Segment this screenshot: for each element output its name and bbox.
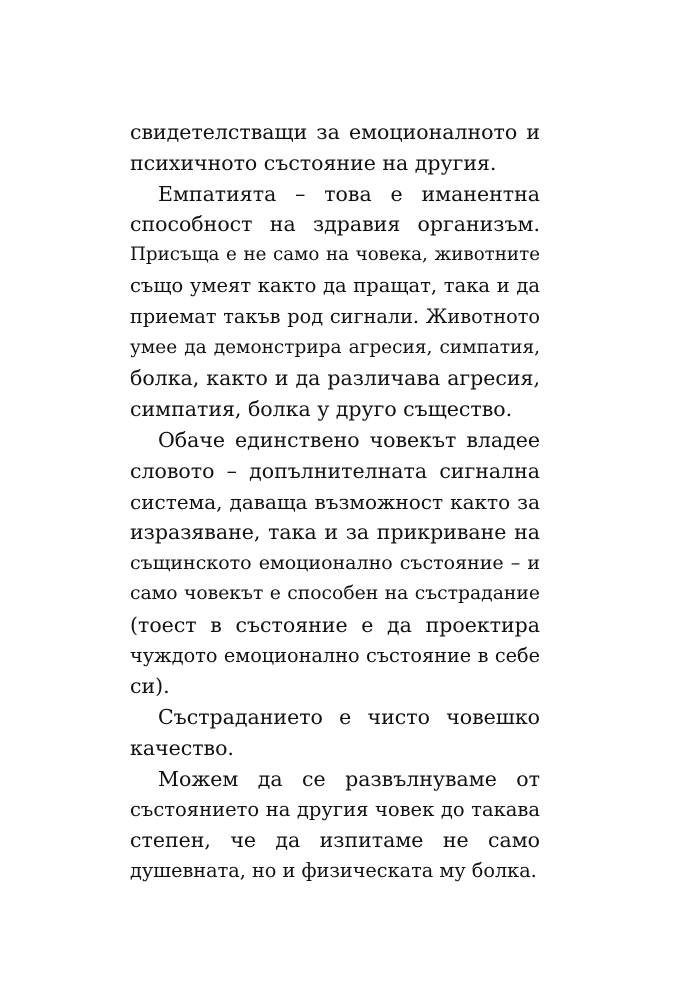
text-line: душевната, но и физическата му болка.	[130, 859, 537, 883]
text-line: състоянието на другия човек до такава	[130, 797, 540, 821]
text-line: психичното състояние на другия.	[130, 150, 497, 175]
text-line: симпатия, болка у друго същество.	[130, 397, 513, 422]
body-text	[130, 117, 540, 887]
text-line: Обаче единствено човекът владее	[158, 427, 540, 452]
text-line: болка, както и да различава агресия,	[130, 366, 540, 391]
text-line: Присъща е не само на човека, животните	[130, 244, 540, 266]
text-line: Състраданието е чисто човешко	[158, 705, 540, 730]
text-line: приемат такъв род сигнали. Животното	[130, 304, 540, 328]
text-line: умее да демонстрира агресия, симпатия,	[130, 336, 540, 358]
text-line: словото – допълнителната сигнална	[130, 458, 540, 483]
text-line: (тоест в състояние е да проектира	[130, 612, 540, 637]
text-line: изразяване, така и за прикриване на	[130, 520, 540, 545]
text-line: способност на здравия организъм.	[130, 212, 540, 237]
text-line: степен, че да изпитаме не само	[130, 828, 540, 853]
text-line: система, даваща възможност както за	[130, 489, 540, 514]
text-line: чуждото емоционално състояние в себе	[130, 643, 540, 667]
text-line: същинското емоционално състояние – и	[130, 552, 540, 575]
text-line: качество.	[130, 735, 234, 760]
text-line: свидетелстващи за емоционалното и	[130, 120, 540, 144]
text-line: си).	[130, 674, 170, 699]
text-line: също умеят както да пращат, така и да	[130, 273, 540, 297]
text-line: само човекът е способен на състрадание	[130, 582, 540, 604]
text-line: Можем да се развълнуваме от	[158, 766, 540, 791]
text-line: Емпатията – това е иманентна	[158, 181, 540, 206]
